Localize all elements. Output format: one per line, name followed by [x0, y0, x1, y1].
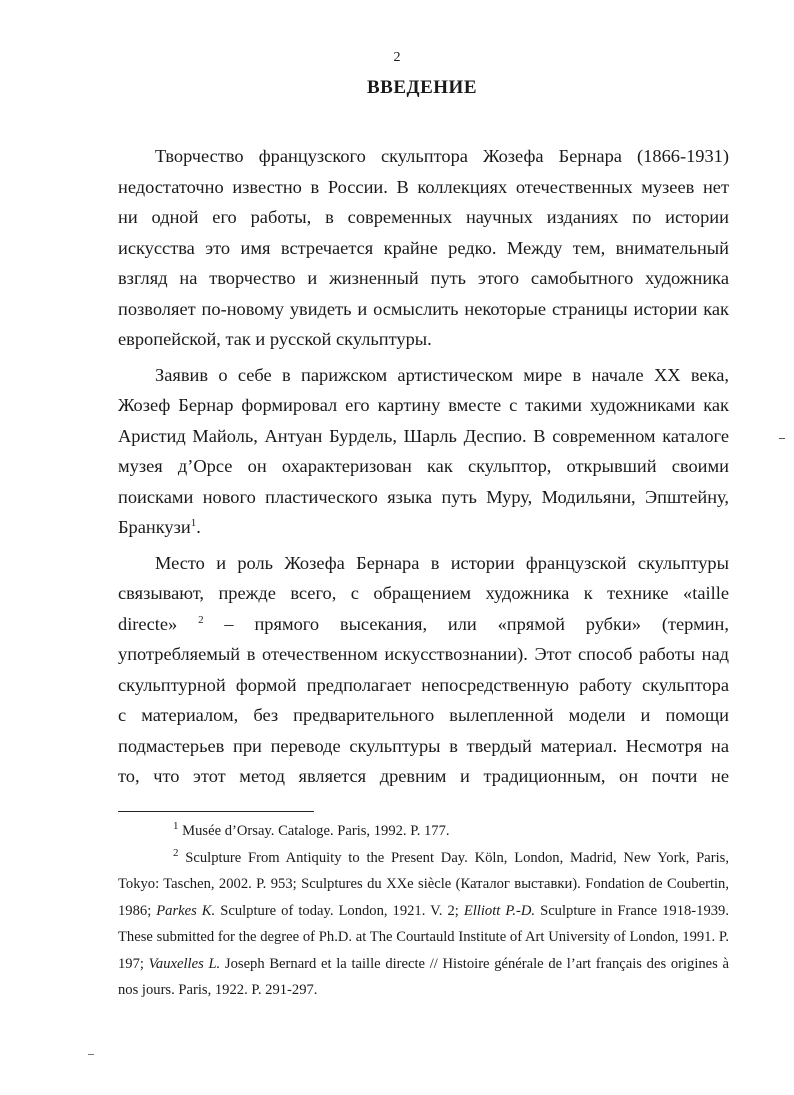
footnote-divider	[118, 811, 314, 812]
footnote-2	[118, 845, 729, 1004]
text-line: недостаточно известно в России. В коллекциях отечественных музеев нет	[118, 176, 729, 197]
text-line: связывают, прежде всего, с обращением художника к технике «taille	[118, 583, 729, 603]
footnote-text: Musée d’Orsay. Cataloge. Paris, 1992. P. 177.	[182, 823, 450, 839]
paragraph-3	[118, 548, 729, 792]
text-line: искусства это имя встречается крайне редко. Между тем, внимательный	[118, 237, 729, 258]
text-line: позволяет по-новому увидеть и осмыслить некоторые страницы истории как	[118, 298, 729, 319]
footnote-marker: 2	[173, 846, 179, 859]
text-line: Заявив о себе в парижском артистическом мире в начале XX века,	[155, 364, 729, 385]
text-line: то, что этот метод является древним и традиционным, он почти не	[118, 766, 729, 786]
footnotes	[118, 818, 729, 1004]
text-line: с материалом, без предварительного вылепленной модели и помощи	[118, 705, 729, 725]
page-number: 2	[393, 50, 401, 65]
text-fragment: – прямого высекания, или «прямой рубки» (термин,	[224, 613, 729, 634]
footnote-ref-1: 1	[190, 516, 197, 529]
scan-mark	[779, 438, 785, 439]
footnote-text: Sculpture From Antiquity to the Present Day. Köln, London, Madrid, New York, Paris, Tokyo: Taschen, 2002. P. 953; Sculptures du XXe siècle (Каталог выставки). Fondation de Coubertin, 1986;	[118, 849, 729, 919]
text-line: Бранкузи$^1$.	[118, 516, 201, 537]
paragraph-1	[118, 141, 729, 355]
footnote-text: Sculpture in France 1918-1939. These submitted for the degree of Ph.D. at The Courtauld Institute of Art University of London, 1991. P. 197;	[118, 902, 729, 972]
footnote-author: Vauxelles L.	[148, 955, 221, 972]
text-line: ни одной его работы, в современных научных изданиях по истории	[118, 207, 729, 227]
text-fragment: Бранкузи	[118, 517, 191, 537]
page-title: ВВЕДЕНИЕ	[367, 77, 477, 98]
footnote-author: Parkes K.	[156, 902, 216, 919]
footnote-text: Sculpture of today. London, 1921. V. 2;	[215, 902, 464, 919]
text-fragment: directe»	[118, 613, 178, 634]
text-line: Жозеф Бернар формировал его картину вместе с такими художниками как	[118, 395, 729, 415]
footnote-ref-2: 2	[198, 613, 204, 626]
text-line: употребляемый в отечественном искусствознании). Этот способ работы над	[118, 644, 729, 664]
text-line	[118, 609, 729, 640]
footnote-text: Joseph Bernard et la taille directe // Histoire générale de l’art français des origines à nos jours. Paris, 1922. P. 291-297.	[118, 955, 729, 998]
text-line: европейской, так и русской скульптуры.	[118, 329, 432, 349]
text-line: поисками нового пластического языка путь Муру, Модильяни, Эпштейну,	[118, 486, 729, 507]
text-line: Творчество французского скульптора Жозефа Бернара (1866-1931)	[155, 146, 729, 166]
footnote-author: Elliott P.-D.	[463, 902, 536, 919]
footnote-marker: 1	[173, 820, 179, 833]
paragraph-2	[118, 360, 729, 543]
scan-mark	[88, 1054, 94, 1055]
body-text	[118, 141, 729, 792]
text-line: музея д’Орсе он охарактеризован как скульптор, открывший своими	[118, 456, 729, 476]
text-line: скульптурной формой предполагает непосредственную работу скульптора	[118, 674, 729, 695]
footnote-1	[118, 818, 729, 845]
text-line: Аристид Майоль, Антуан Бурдель, Шарль Деспио. В современном каталоге	[118, 425, 729, 446]
text-line: взгляд на творчество и жизненный путь этого самобытного художника	[118, 268, 729, 288]
text-line: Место и роль Жозефа Бернара в истории французской скульптуры	[155, 552, 729, 573]
text-line: подмастерьев при переводе скульптуры в твердый материал. Несмотря на	[118, 735, 729, 756]
